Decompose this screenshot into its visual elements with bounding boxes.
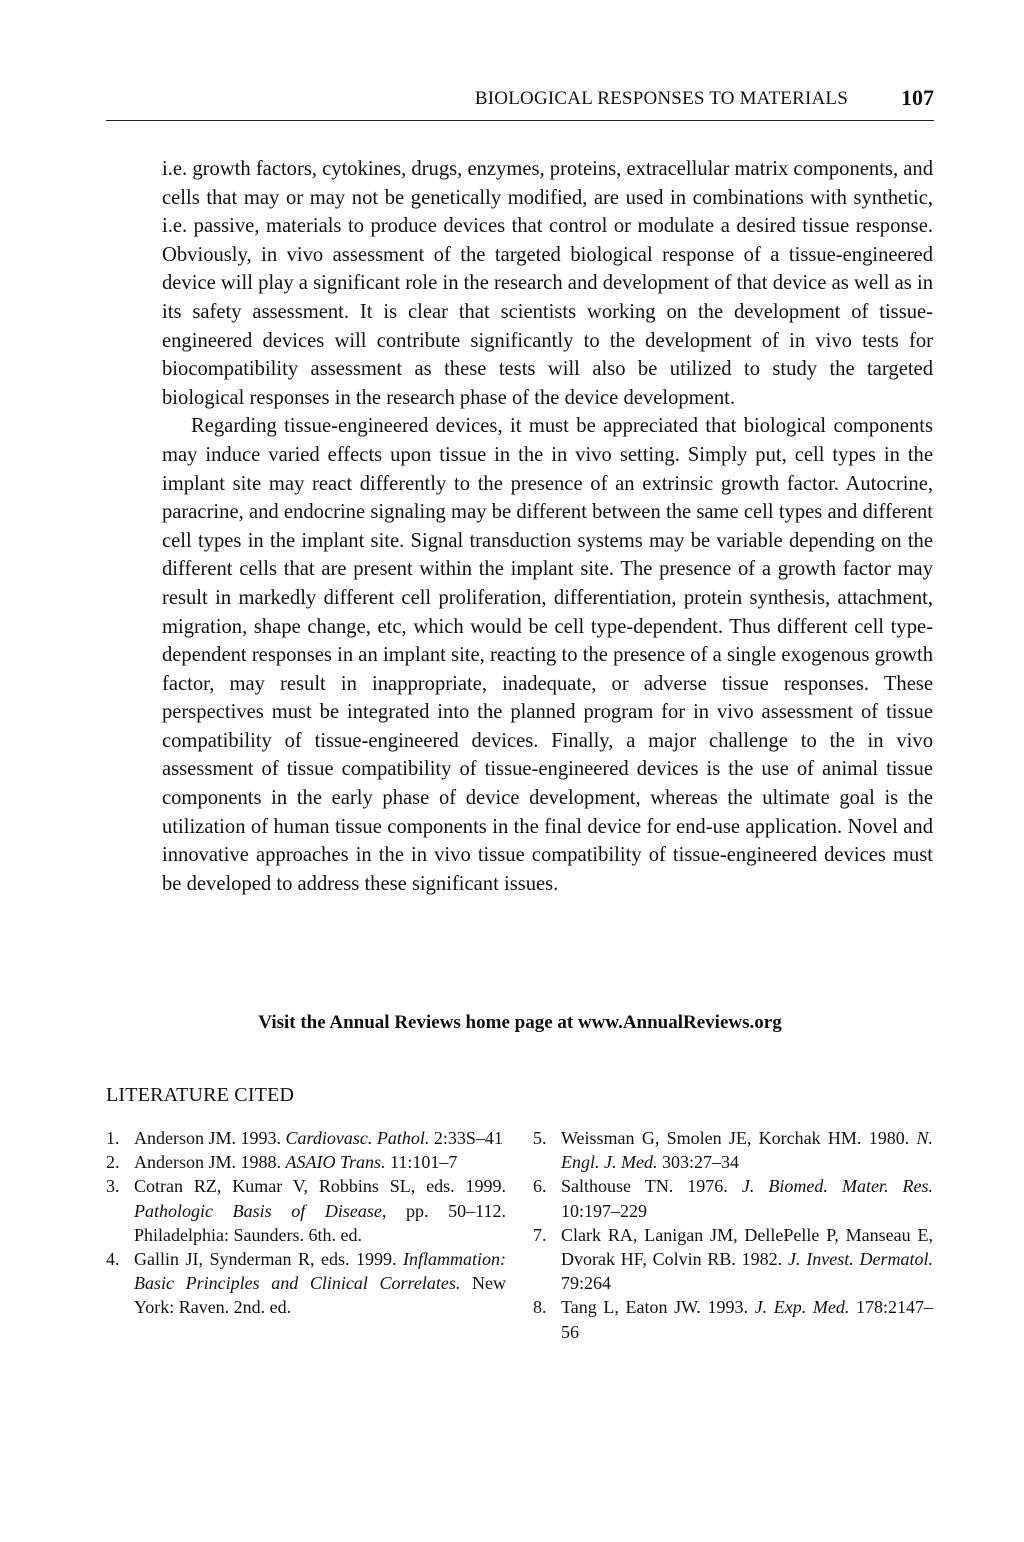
reference-item: [533, 1174, 933, 1222]
annual-reviews-link[interactable]: Visit the Annual Reviews home page at www.AnnualReviews.org: [258, 1012, 782, 1033]
reference-number: 6.: [533, 1176, 547, 1197]
reference-number: 8.: [533, 1297, 547, 1318]
running-head: [106, 84, 934, 121]
reference-number: 1.: [106, 1128, 120, 1148]
reference-item: [533, 1126, 933, 1174]
reference-item: [106, 1126, 506, 1150]
paragraph: Regarding tissue-engineered devices, it must be appreciated that biological components may induce varied effects upon tissue in the in vivo setting. Simply put, cell types in the implant site may react differently to the presence of an extrinsic growth factor. Autocrine, paracrine, and endocrine signaling may be different between the same cell types and different cell types in the implant site. Signal transduction systems may be variable depending on the different cells that are present within the implant site. The presence of a growth factor may result in markedly different cell proliferation, differentiation, protein synthesis, attachment, migration, shape change, etc, which would be cell type-dependent. Thus different cell type-dependent responses in an implant site, reacting to the presence of a single exogenous growth factor, may result in inappropriate, inadequate, or adverse tissue responses. These perspectives must be integrated into the planned program for in vivo assessment of tissue compatibility of tissue-engineered devices. Finally, a major challenge to the in vivo assessment of tissue compatibility of tissue-engineered devices is the use of animal tissue components in the early phase of device development, whereas the ultimate goal is the utilization of human tissue components in the final device for end-use application. Novel and innovative approaches in the in vivo tissue compatibility of tissue-engineered devices must be developed to address these significant issues.: [162, 415, 933, 895]
reference-number: 5.: [533, 1128, 547, 1148]
reference-text: Clark RA, Lanigan JM, DellePelle P, Manseau E, Dvorak HF, Colvin RB. 1982. J. Invest. Dermatol. 79:264: [561, 1224, 933, 1294]
reference-item: [533, 1223, 933, 1296]
reference-text: Cotran RZ, Kumar V, Robbins SL, eds. 1999. Pathologic Basis of Disease, pp. 50–112. Philadelphia: Saunders. 6th. ed.: [134, 1176, 506, 1245]
paragraph: i.e. growth factors, cytokines, drugs, enzymes, proteins, extracellular matrix components, and cells that may or may not be genetically modified, are used in combinations with synthetic, i.e. passive, materials to produce devices that control or modulate a desired tissue response. Obviously, in vivo assessment of the targeted biological response of a tissue-engineered device will play a significant role in the research and development of that device as well as in its safety assessment. It is clear that scientists working on the development of tissue-engineered devices will contribute significantly to the development of in vivo tests for biocompatibility assessment as these tests will also be utilized to study the targeted biological responses in the research phase of the device development.: [162, 158, 933, 409]
reference-number: 7.: [533, 1224, 547, 1245]
reference-item: [533, 1295, 933, 1343]
reference-item: [106, 1247, 506, 1320]
running-title: BIOLOGICAL RESPONSES TO MATERIALS: [474, 88, 848, 109]
literature-cited-heading: LITERATURE CITED: [106, 1084, 295, 1106]
reference-text: Tang L, Eaton JW. 1993. J. Exp. Med. 178:2147–56: [561, 1297, 933, 1342]
reference-text: Anderson JM. 1988. ASAIO Trans. 11:101–7: [134, 1152, 458, 1173]
reference-text: Salthouse TN. 1976. J. Biomed. Mater. Res. 10:197–229: [561, 1176, 933, 1221]
reference-number: 3.: [106, 1176, 120, 1197]
reference-number: 4.: [106, 1249, 120, 1270]
reference-number: 2.: [106, 1152, 120, 1173]
page-number: 107: [901, 85, 934, 110]
body-text: [162, 155, 933, 898]
reference-item: [106, 1174, 506, 1247]
reference-item: [106, 1150, 506, 1174]
references-column-left: [106, 1126, 506, 1320]
reference-text: Weissman G, Smolen JE, Korchak HM. 1980. N. Engl. J. Med. 303:27–34: [561, 1128, 933, 1173]
reference-text: Anderson JM. 1993. Cardiovasc. Pathol. 2:33S–41: [134, 1128, 503, 1148]
reference-text: Gallin JI, Synderman R, eds. 1999. Inflammation: Basic Principles and Clinical Correlates. New York: Raven. 2nd. ed.: [134, 1249, 506, 1318]
references-column-right: [533, 1126, 933, 1344]
